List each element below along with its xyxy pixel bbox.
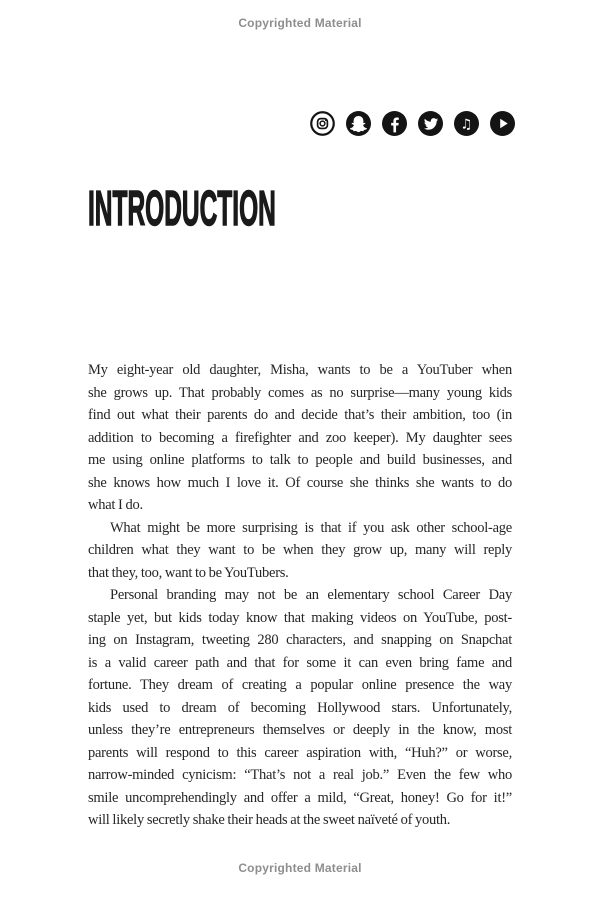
text-line: smile uncomprehendingly and offer a mild, “Great, honey! Go for it!” bbox=[88, 789, 512, 806]
text-line: ing on Instagram, tweeting 280 characters, and snapping on Snapchat bbox=[88, 632, 512, 648]
copyright-notice-bottom: Copyrighted Material bbox=[238, 861, 362, 875]
paragraph bbox=[88, 517, 512, 585]
paragraph bbox=[88, 584, 512, 832]
text-line: Personal branding may not be an elementary school Career Day bbox=[110, 587, 512, 603]
text-line: parents will respond to this career aspiration with, “Huh?” or worse, bbox=[88, 744, 512, 761]
facebook-icon bbox=[382, 111, 407, 136]
text-line: narrow-minded cynicism: “That’s not a real job.” Even the few who bbox=[88, 767, 512, 783]
text-line: addition to becoming a firefighter and zoo keeper). My daughter sees bbox=[88, 429, 512, 446]
text-line: she knows how much I love it. Of course she thinks she wants to do bbox=[88, 474, 512, 491]
copyright-notice-top: Copyrighted Material bbox=[238, 16, 362, 30]
text-line: me using online platforms to talk to people and build businesses, and bbox=[88, 452, 512, 468]
text-line: find out what their parents do and decide that’s their ambition, too (in bbox=[88, 407, 512, 423]
svg-text:♫: ♫ bbox=[460, 116, 473, 133]
music-note-icon bbox=[454, 111, 479, 136]
text-line: she grows up. That probably comes as no surprise—many young kids bbox=[88, 384, 512, 401]
instagram-icon bbox=[310, 111, 335, 136]
twitter-icon bbox=[418, 111, 443, 136]
page-title: INTRODUCTION bbox=[88, 182, 276, 236]
text-line: What might be more surprising is that if you ask other school-age bbox=[110, 519, 512, 536]
body-text bbox=[88, 359, 512, 832]
text-line: is a valid career path and that for some it can even bring fame and bbox=[88, 654, 512, 671]
text-line: that they, too, want to be YouTubers. bbox=[88, 564, 289, 581]
text-line: what I do. bbox=[88, 497, 143, 513]
text-line: kids used to dream of becoming Hollywood stars. Unfortunately, bbox=[88, 699, 512, 716]
text-line: staple yet, but kids today know that making videos on YouTube, post- bbox=[88, 609, 512, 626]
text-line: unless they’re entrepreneurs themselves or deeply in the know, most bbox=[88, 722, 512, 738]
social-icons-row bbox=[310, 111, 515, 136]
play-icon bbox=[490, 111, 515, 136]
text-line: My eight-year old daughter, Misha, wants to be a YouTuber when bbox=[88, 362, 512, 378]
text-line: children what they want to be when they grow up, many will reply bbox=[88, 542, 512, 558]
paragraph bbox=[88, 359, 512, 517]
text-line: will likely secretly shake their heads at the sweet naïveté of youth. bbox=[88, 812, 451, 828]
text-line: fortune. They dream of creating a popular online presence the way bbox=[88, 677, 512, 693]
snapchat-icon bbox=[346, 111, 371, 136]
